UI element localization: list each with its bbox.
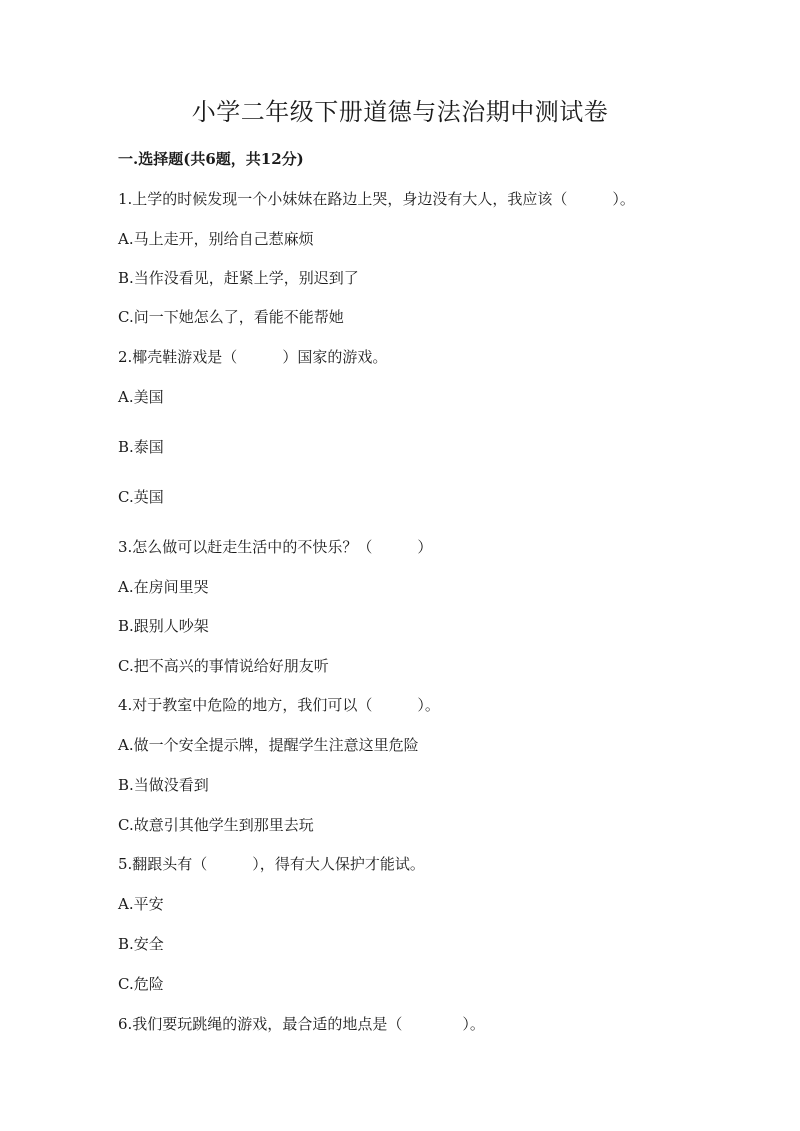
question-3-option-a: A.在房间里哭 [118,578,209,596]
question-2-stem: 2.椰壳鞋游戏是（ ）国家的游戏。 [118,348,388,366]
question-4-option-c: C.故意引其他学生到那里去玩 [118,816,314,834]
question-3-option-c: C.把不高兴的事情说给好朋友听 [118,657,329,675]
question-1-option-a: A.马上走开，别给自己惹麻烦 [118,230,314,248]
question-5-option-b: B.安全 [118,935,164,953]
question-5-option-a: A.平安 [118,895,164,913]
question-3-option-b: B.跟别人吵架 [118,617,209,635]
question-4-stem: 4.对于教室中危险的地方，我们可以（ ）。 [118,696,440,714]
question-2-option-a: A.美国 [118,388,164,406]
question-6-stem: 6.我们要玩跳绳的游戏，最合适的地点是（ ）。 [118,1015,485,1033]
question-5-stem: 5.翻跟头有（ ），得有大人保护才能试。 [118,855,425,873]
question-5-option-c: C.危险 [118,975,164,993]
question-1-option-b: B.当作没看见，赶紧上学，别迟到了 [118,269,359,287]
question-2-option-b: B.泰国 [118,438,164,456]
page-title: 小学二年级下册道德与法治期中测试卷 [191,98,609,126]
question-3-stem: 3.怎么做可以赶走生活中的不快乐？（ ） [118,538,433,556]
question-4-option-b: B.当做没看到 [118,776,209,794]
question-1-option-c: C.问一下她怎么了，看能不能帮她 [118,308,344,326]
question-1-stem: 1.上学的时候发现一个小妹妹在路边上哭，身边没有大人，我应该（ ）。 [118,190,635,208]
question-2-option-c: C.英国 [118,488,164,506]
section-heading: 一.选择题(共6题，共12分) [118,150,304,168]
question-4-option-a: A.做一个安全提示牌，提醒学生注意这里危险 [118,736,419,754]
